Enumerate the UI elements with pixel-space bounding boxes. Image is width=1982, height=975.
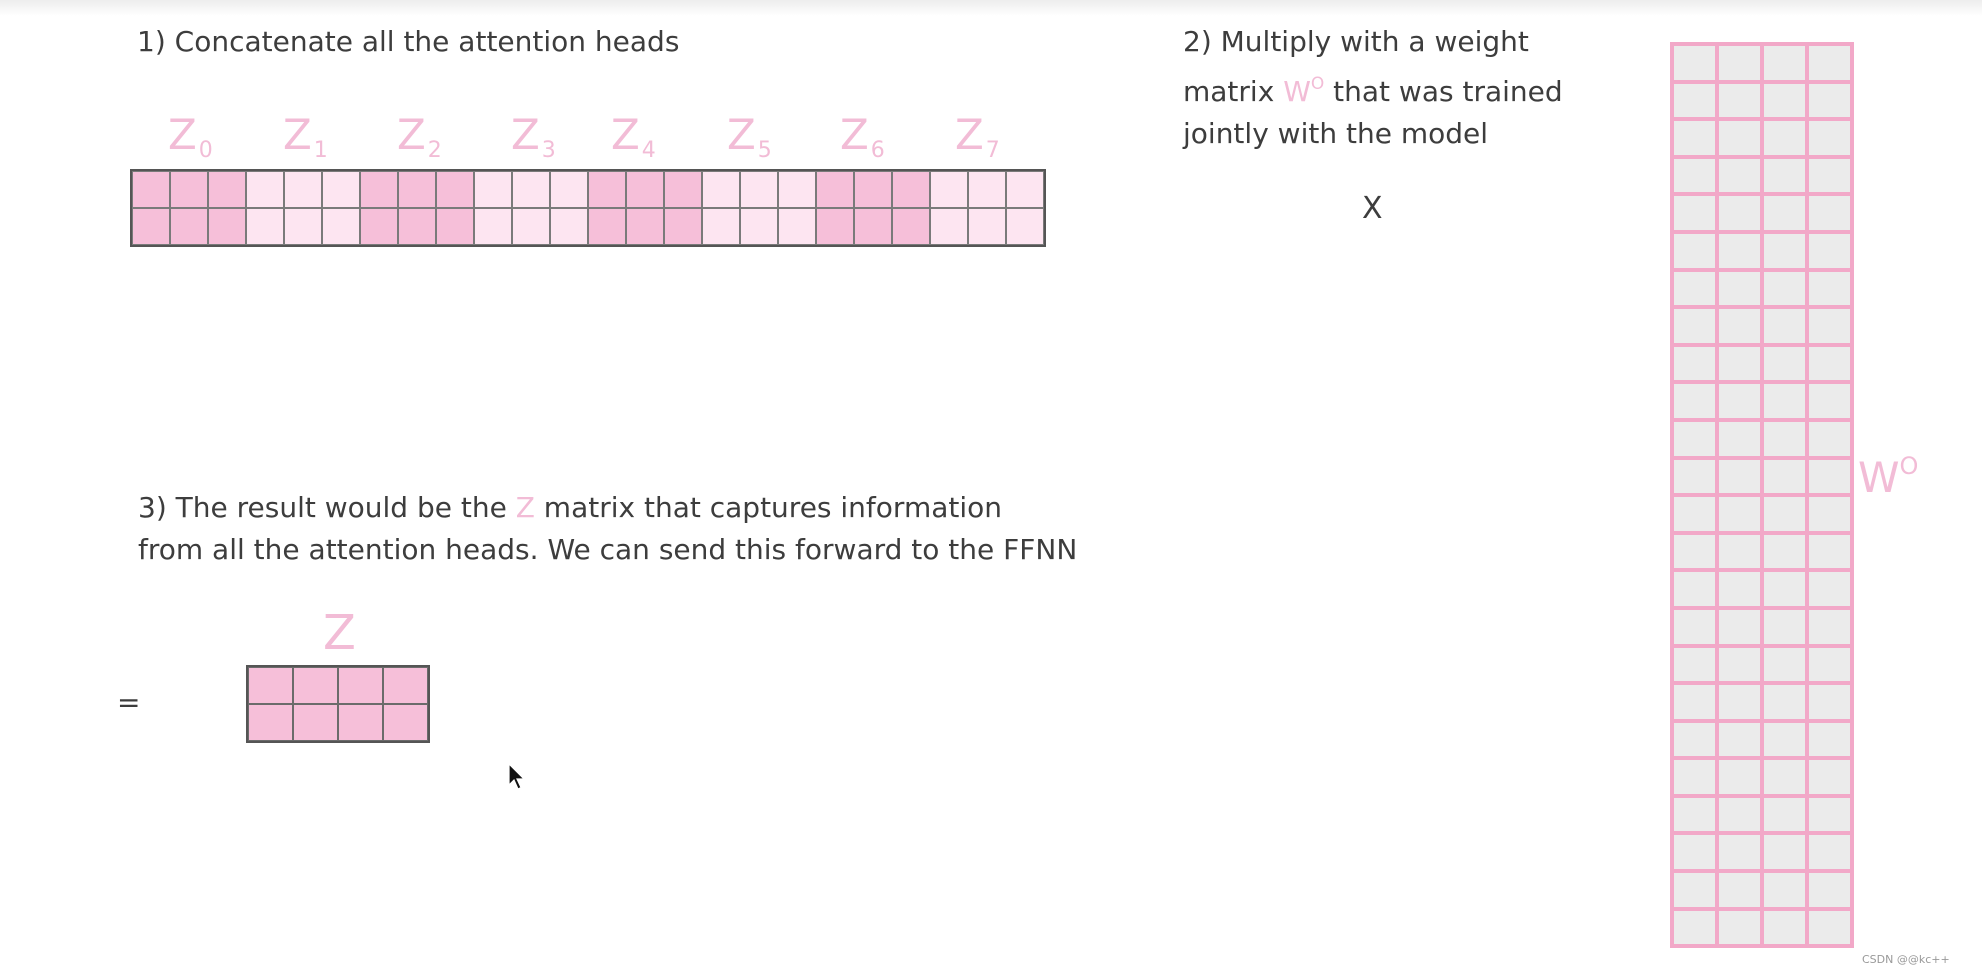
head-label-base: Z — [840, 110, 869, 159]
matrix-cell — [246, 171, 284, 208]
matrix-cell — [740, 171, 778, 208]
z-matrix-cell — [383, 667, 428, 704]
wo-matrix-cell — [1717, 345, 1762, 383]
wo-matrix-cell — [1672, 683, 1717, 721]
wo-matrix-cell — [1762, 82, 1807, 120]
wo-matrix-cell — [1807, 382, 1852, 420]
wo-matrix-cell — [1762, 119, 1807, 157]
matrix-cell — [170, 208, 208, 245]
head-label-subscript: 0 — [198, 138, 213, 163]
matrix-cell — [512, 208, 550, 245]
z-result-matrix — [248, 667, 428, 741]
matrix-cell — [170, 171, 208, 208]
wo-matrix-cell — [1672, 345, 1717, 383]
wo-matrix-cell — [1717, 495, 1762, 533]
z-matrix-cell — [248, 704, 293, 741]
head-label-subscript: 5 — [757, 138, 772, 163]
wo-matrix-cell — [1807, 683, 1852, 721]
wo-matrix-cell — [1672, 307, 1717, 345]
matrix-cell — [664, 171, 702, 208]
wo-matrix-cell — [1672, 270, 1717, 308]
matrix-cell — [550, 208, 588, 245]
wo-matrix-cell — [1807, 758, 1852, 796]
z-matrix-cell — [383, 704, 428, 741]
wo-matrix-cell — [1807, 458, 1852, 496]
head-label-base: Z — [397, 110, 426, 159]
step3-caption — [138, 487, 1077, 571]
wo-matrix-cell — [1717, 758, 1762, 796]
head-label — [727, 110, 772, 163]
wo-matrix-cell — [1762, 796, 1807, 834]
step2-line2-pre: matrix — [1183, 75, 1284, 108]
wo-matrix-cell — [1762, 495, 1807, 533]
matrix-cell — [588, 171, 626, 208]
matrix-cell — [778, 208, 816, 245]
wo-matrix-cell — [1807, 232, 1852, 270]
matrix-cell — [474, 208, 512, 245]
wo-matrix-cell — [1717, 307, 1762, 345]
wo-matrix-cell — [1717, 721, 1762, 759]
wo-matrix-cell — [1717, 157, 1762, 195]
z-matrix-cell — [338, 667, 383, 704]
wo-matrix-cell — [1762, 44, 1807, 82]
head-block — [474, 171, 588, 245]
top-strip — [0, 0, 1982, 16]
multiply-operator: X — [1362, 191, 1383, 226]
wo-matrix-cell — [1807, 44, 1852, 82]
matrix-cell — [284, 208, 322, 245]
wo-matrix-cell — [1807, 119, 1852, 157]
matrix-cell — [816, 171, 854, 208]
head-label — [611, 110, 656, 163]
wo-matrix-cell — [1717, 570, 1762, 608]
wo-matrix-cell — [1762, 608, 1807, 646]
matrix-cell — [436, 171, 474, 208]
wo-matrix-cell — [1672, 833, 1717, 871]
wo-matrix-cell — [1672, 157, 1717, 195]
wo-matrix-cell — [1762, 646, 1807, 684]
wo-matrix-cell — [1807, 345, 1852, 383]
wo-matrix-cell — [1762, 458, 1807, 496]
matrix-cell — [740, 208, 778, 245]
matrix-cell — [1006, 171, 1044, 208]
wo-matrix-cell — [1807, 796, 1852, 834]
head-block — [246, 171, 360, 245]
matrix-cell — [626, 171, 664, 208]
wo-matrix-cell — [1672, 420, 1717, 458]
matrix-cell — [1006, 208, 1044, 245]
wo-matrix-cell — [1717, 82, 1762, 120]
watermark: CSDN @@kc++ — [1862, 953, 1950, 966]
wo-matrix-cell — [1807, 157, 1852, 195]
wo-inline-sup: O — [1310, 74, 1325, 94]
head-block — [702, 171, 816, 245]
wo-matrix-cell — [1807, 608, 1852, 646]
wo-matrix-cell — [1717, 833, 1762, 871]
mouse-pointer-icon — [508, 763, 526, 791]
matrix-cell — [968, 208, 1006, 245]
step2-line3: jointly with the model — [1183, 117, 1489, 150]
wo-matrix-cell — [1807, 909, 1852, 947]
head-label-base: Z — [955, 110, 984, 159]
wo-matrix-cell — [1807, 646, 1852, 684]
wo-matrix-cell — [1807, 270, 1852, 308]
wo-matrix-cell — [1807, 307, 1852, 345]
head-label-subscript: 7 — [985, 138, 1000, 163]
matrix-cell — [854, 171, 892, 208]
matrix-cell — [816, 208, 854, 245]
matrix-cell — [930, 171, 968, 208]
head-label — [168, 110, 213, 163]
wo-label-sup: O — [1899, 452, 1919, 480]
head-block — [588, 171, 702, 245]
wo-matrix-cell — [1762, 721, 1807, 759]
head-block — [360, 171, 474, 245]
wo-matrix-cell — [1717, 683, 1762, 721]
wo-matrix-cell — [1717, 119, 1762, 157]
wo-matrix-cell — [1672, 796, 1717, 834]
step2-line1: 2) Multiply with a weight — [1183, 25, 1529, 58]
wo-matrix-cell — [1807, 871, 1852, 909]
wo-matrix-cell — [1762, 683, 1807, 721]
wo-matrix-cell — [1672, 44, 1717, 82]
wo-inline-base: W — [1283, 75, 1311, 108]
wo-matrix-cell — [1717, 458, 1762, 496]
matrix-cell — [208, 208, 246, 245]
head-label-base: Z — [511, 110, 540, 159]
z-matrix-cell — [293, 704, 338, 741]
step2-caption — [1183, 21, 1563, 155]
head-label-base: Z — [168, 110, 197, 159]
head-label-subscript: 6 — [870, 138, 885, 163]
wo-matrix-cell — [1672, 82, 1717, 120]
wo-matrix-cell — [1717, 796, 1762, 834]
wo-matrix-cell — [1762, 533, 1807, 571]
head-label — [511, 110, 556, 163]
wo-matrix-cell — [1807, 721, 1852, 759]
head-label — [283, 110, 328, 163]
matrix-cell — [360, 208, 398, 245]
wo-matrix-cell — [1807, 82, 1852, 120]
z-matrix-cell — [248, 667, 293, 704]
matrix-cell — [360, 171, 398, 208]
wo-matrix-cell — [1672, 382, 1717, 420]
wo-matrix-cell — [1717, 608, 1762, 646]
head-label — [955, 110, 1000, 163]
wo-matrix-cell — [1762, 232, 1807, 270]
head-label — [397, 110, 442, 163]
matrix-cell — [322, 171, 360, 208]
step3-line2: from all the attention heads. We can send this forward to the FFNN — [138, 533, 1078, 566]
wo-matrix-cell — [1717, 44, 1762, 82]
wo-matrix-label — [1858, 452, 1918, 502]
matrix-cell — [436, 208, 474, 245]
matrix-cell — [968, 171, 1006, 208]
step2-line2-post: that was trained — [1324, 75, 1563, 108]
matrix-cell — [778, 171, 816, 208]
equals-operator: = — [117, 686, 141, 719]
wo-matrix-cell — [1717, 270, 1762, 308]
wo-matrix-cell — [1762, 871, 1807, 909]
head-label-subscript: 4 — [641, 138, 656, 163]
wo-matrix-cell — [1807, 194, 1852, 232]
wo-matrix-cell — [1717, 420, 1762, 458]
wo-matrix-cell — [1672, 909, 1717, 947]
step3-line1-post: matrix that captures information — [534, 491, 1003, 524]
step3-line1 — [138, 487, 1077, 529]
wo-matrix-cell — [1762, 570, 1807, 608]
wo-matrix-cell — [1762, 758, 1807, 796]
matrix-cell — [398, 171, 436, 208]
wo-weight-matrix — [1670, 42, 1854, 948]
matrix-cell — [132, 171, 170, 208]
matrix-cell — [702, 171, 740, 208]
matrix-cell — [892, 171, 930, 208]
wo-matrix-cell — [1672, 458, 1717, 496]
wo-matrix-cell — [1717, 382, 1762, 420]
wo-matrix-cell — [1717, 232, 1762, 270]
step1-text: 1) Concatenate all the attention heads — [137, 25, 680, 58]
wo-matrix-cell — [1672, 758, 1717, 796]
matrix-cell — [322, 208, 360, 245]
z-inline-symbol: Z — [515, 491, 535, 524]
z-matrix-label: Z — [323, 605, 356, 661]
matrix-cell — [892, 208, 930, 245]
head-label-base: Z — [283, 110, 312, 159]
head-label-subscript: 3 — [541, 138, 556, 163]
wo-inline-symbol — [1283, 75, 1324, 108]
wo-matrix-cell — [1672, 232, 1717, 270]
matrix-cell — [626, 208, 664, 245]
concatenated-heads-matrix — [132, 171, 1044, 245]
z-matrix-cell — [338, 704, 383, 741]
wo-matrix-cell — [1717, 646, 1762, 684]
wo-matrix-cell — [1762, 270, 1807, 308]
head-label-base: Z — [727, 110, 756, 159]
head-label-subscript: 2 — [427, 138, 442, 163]
matrix-cell — [208, 171, 246, 208]
matrix-cell — [512, 171, 550, 208]
wo-matrix-cell — [1762, 909, 1807, 947]
matrix-cell — [854, 208, 892, 245]
wo-matrix-cell — [1762, 307, 1807, 345]
wo-matrix-cell — [1807, 495, 1852, 533]
wo-matrix-cell — [1672, 194, 1717, 232]
matrix-cell — [588, 208, 626, 245]
matrix-cell — [284, 171, 322, 208]
step3-line1-pre: 3) The result would be the — [138, 491, 516, 524]
wo-matrix-cell — [1762, 194, 1807, 232]
wo-matrix-cell — [1762, 420, 1807, 458]
wo-matrix-cell — [1762, 157, 1807, 195]
wo-matrix-cell — [1672, 608, 1717, 646]
wo-matrix-cell — [1672, 570, 1717, 608]
matrix-cell — [474, 171, 512, 208]
head-block — [816, 171, 930, 245]
head-label — [840, 110, 885, 163]
matrix-cell — [930, 208, 968, 245]
matrix-cell — [246, 208, 284, 245]
wo-matrix-cell — [1672, 119, 1717, 157]
matrix-cell — [664, 208, 702, 245]
wo-matrix-cell — [1672, 495, 1717, 533]
wo-matrix-cell — [1807, 833, 1852, 871]
step1-caption — [137, 21, 679, 63]
wo-matrix-cell — [1717, 194, 1762, 232]
wo-matrix-cell — [1807, 420, 1852, 458]
head-block — [132, 171, 246, 245]
wo-matrix-cell — [1762, 345, 1807, 383]
wo-matrix-cell — [1717, 909, 1762, 947]
wo-label-base: W — [1858, 453, 1900, 502]
matrix-cell — [132, 208, 170, 245]
wo-matrix-cell — [1807, 570, 1852, 608]
head-label-subscript: 1 — [313, 138, 328, 163]
wo-matrix-cell — [1672, 646, 1717, 684]
wo-matrix-cell — [1717, 533, 1762, 571]
wo-matrix-cell — [1762, 833, 1807, 871]
z-matrix-cell — [293, 667, 338, 704]
wo-matrix-cell — [1672, 871, 1717, 909]
wo-matrix-cell — [1807, 533, 1852, 571]
matrix-cell — [398, 208, 436, 245]
head-block — [930, 171, 1044, 245]
wo-matrix-cell — [1672, 721, 1717, 759]
wo-matrix-cell — [1717, 871, 1762, 909]
matrix-cell — [702, 208, 740, 245]
wo-matrix-cell — [1762, 382, 1807, 420]
matrix-cell — [550, 171, 588, 208]
head-label-base: Z — [611, 110, 640, 159]
step2-line2 — [1183, 63, 1563, 113]
wo-matrix-cell — [1672, 533, 1717, 571]
